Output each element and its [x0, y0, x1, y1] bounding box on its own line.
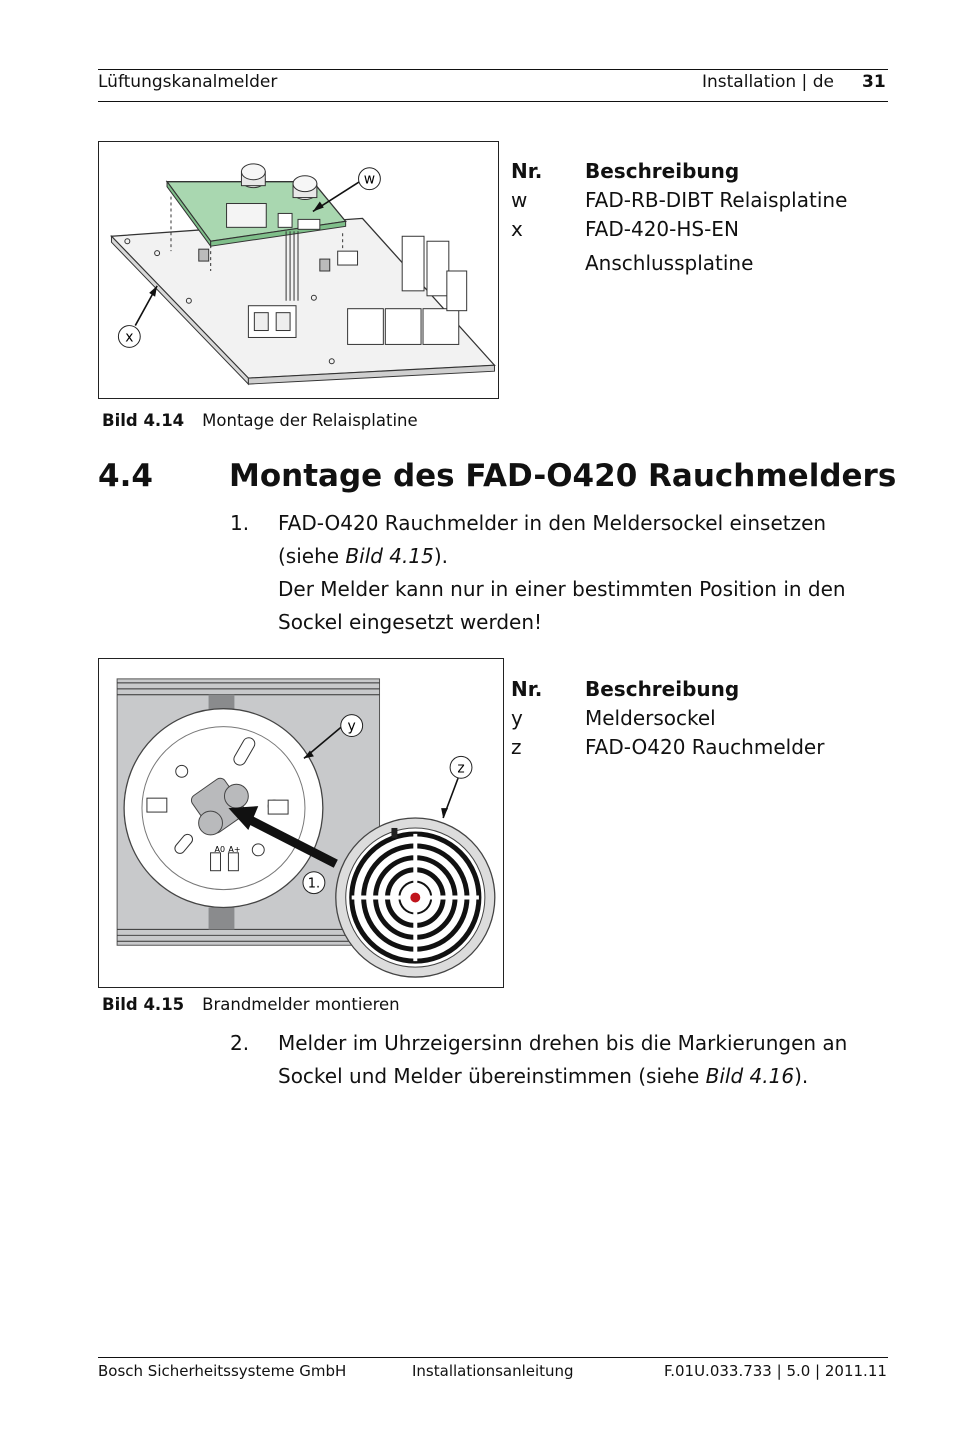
legend1-col1: Nr.	[511, 159, 543, 183]
legend1-key	[511, 249, 585, 278]
step-1-number: 1.	[230, 511, 250, 535]
figure1-caption	[102, 411, 418, 430]
figure2-caption-text: Brandmelder montieren	[202, 995, 400, 1014]
callout-y: y	[347, 718, 356, 735]
step-1-line3: Der Melder kann nur in einer bestimmten Position in den	[278, 577, 846, 601]
callout-z: z	[457, 760, 465, 777]
figure1-caption-text: Montage der Relaisplatine	[202, 411, 418, 430]
relay-board-illustration	[99, 142, 498, 398]
legend2-col2: Beschreibung	[585, 677, 740, 701]
step-2-number: 2.	[230, 1031, 250, 1055]
detector-mounting-illustration	[99, 659, 503, 987]
legend1-key: x	[511, 217, 523, 241]
legend2-value: FAD-O420 Rauchmelder	[585, 735, 825, 759]
header-rule-top	[98, 69, 888, 70]
step-2-line2-pre: Sockel und Melder übereinstimmen (siehe	[278, 1064, 706, 1088]
footer-rule	[98, 1357, 888, 1358]
step-1	[230, 507, 878, 639]
step-2-line1: Melder im Uhrzeigersinn drehen bis die Markierungen an	[278, 1031, 848, 1055]
legend1-col2: Beschreibung	[585, 159, 740, 183]
section-title: Montage des FAD-O420 Rauchmelders	[229, 458, 897, 494]
figure2-legend	[511, 675, 824, 762]
figure-relay-board	[98, 141, 499, 399]
step-2-reference[interactable]: Bild 4.16	[705, 1064, 795, 1088]
header-right: Installation | de	[702, 72, 834, 92]
footer-left: Bosch Sicherheitssysteme GmbH	[98, 1362, 347, 1380]
label-a-plus: A+	[228, 844, 241, 854]
legend2-key: y	[511, 706, 523, 730]
legend1-value: Anschlussplatine	[585, 251, 754, 275]
section-number: 4.4	[98, 458, 153, 494]
figure1-caption-label: Bild 4.14	[102, 411, 185, 430]
figure-detector-mounting	[98, 658, 504, 988]
step-1-line2-post: ).	[433, 544, 449, 568]
callout-step: 1.	[307, 876, 321, 892]
footer-center: Installationsanleitung	[412, 1362, 574, 1380]
legend2-key: z	[511, 735, 522, 759]
legend2-value: Meldersockel	[585, 706, 716, 730]
header-left: Lüftungskanalmelder	[98, 72, 278, 92]
step-2	[230, 1027, 878, 1093]
step-1-line4: Sockel eingesetzt werden!	[278, 610, 543, 634]
step-1-line1: FAD-O420 Rauchmelder in den Meldersockel einsetzen	[278, 511, 827, 535]
footer-right: F.01U.033.733 | 5.0 | 2011.11	[664, 1362, 887, 1380]
page-number: 31	[862, 72, 886, 92]
figure2-caption-label: Bild 4.15	[102, 995, 185, 1014]
step-2-line2-post: ).	[794, 1064, 809, 1088]
section-heading	[98, 458, 896, 494]
figure1-legend	[511, 157, 847, 278]
label-a-minus: A0	[214, 844, 226, 854]
callout-w: w	[363, 171, 376, 188]
header-rule-bottom	[98, 101, 888, 102]
legend2-col1: Nr.	[511, 677, 543, 701]
legend1-key: w	[511, 188, 528, 212]
step-1-reference[interactable]: Bild 4.15	[345, 544, 434, 568]
legend1-value: FAD-RB-DIBT Relaisplatine	[585, 188, 848, 212]
figure2-caption	[102, 995, 400, 1014]
legend1-value: FAD-420-HS-EN	[585, 217, 739, 241]
callout-x: x	[125, 329, 134, 346]
step-1-line2-pre: (siehe	[278, 544, 346, 568]
